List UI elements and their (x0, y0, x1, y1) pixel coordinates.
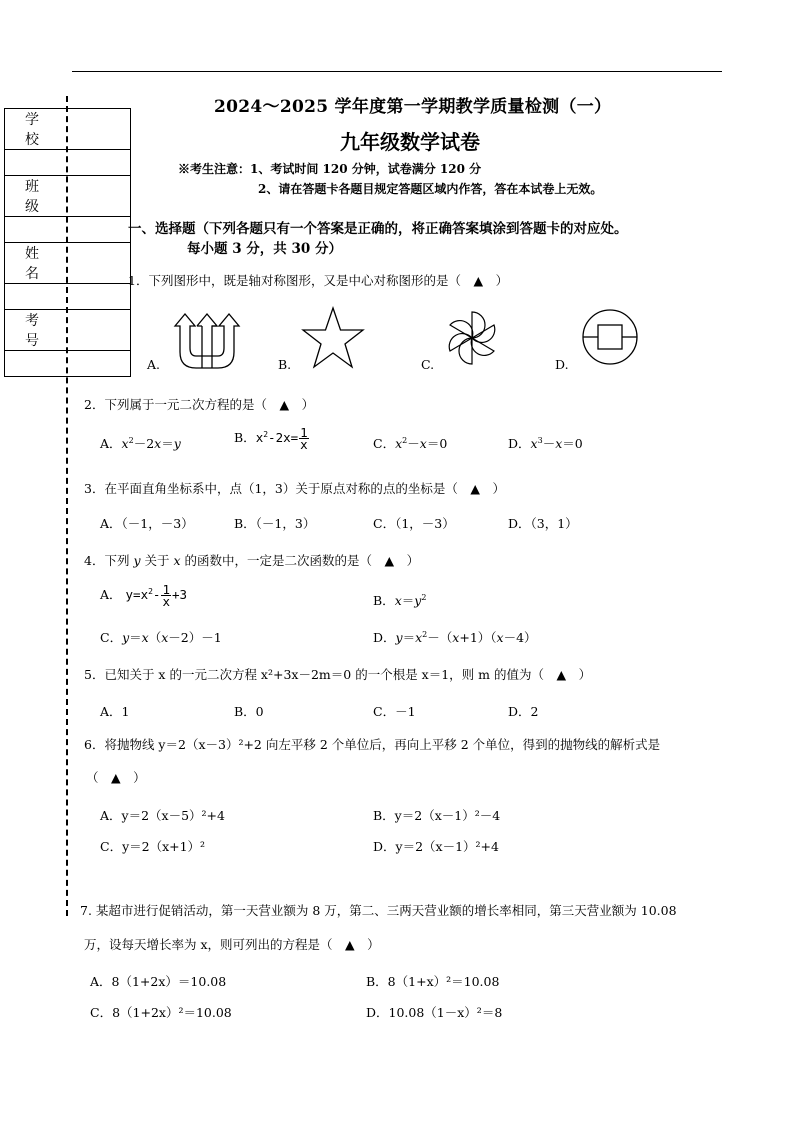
option-d-prefix: D． (508, 436, 531, 451)
option-c-prefix: C． (100, 630, 123, 645)
question-2-option-d[interactable]: D．$x^3-x=0$ (508, 436, 583, 451)
section-heading-2: 每小题 3 分，共 30 分） (187, 241, 342, 257)
page-subtitle: 九年级数学试卷 (340, 130, 480, 154)
question-5-option-d[interactable]: D．2 (508, 704, 539, 719)
question-1-label-c[interactable]: C. (421, 357, 435, 372)
name-label: 姓 名 (5, 243, 131, 284)
stem-part: 关于 (140, 553, 174, 568)
question-1-stem: 1．下列图形中，既是轴对称图形，又是中心对称图形的是（ ▲ ） (128, 273, 509, 288)
question-1-label-d[interactable]: D. (555, 357, 569, 372)
question-3-option-a[interactable]: A．（－1，－3） (100, 516, 194, 531)
question-6-option-a[interactable]: A．y＝2（x－5）²+4 (100, 808, 225, 823)
stem-var-y: y (133, 553, 141, 568)
question-5-option-a[interactable]: A．1 (100, 704, 130, 719)
arrows-figure-a (168, 312, 246, 372)
question-1-label-b[interactable]: B. (278, 357, 292, 372)
school-label: 学 校 (5, 109, 131, 150)
question-7-option-a[interactable]: A．8（1+2x）＝10.08 (90, 974, 227, 989)
question-2-option-b[interactable]: B．$x^2-2x=$ $\frac{1}{x}$ (234, 425, 308, 452)
page-title: 2024～2025 学年度第一学期教学质量检测（一） (214, 97, 612, 117)
question-4-option-b[interactable]: B．$x=y^2$ (373, 593, 427, 608)
question-5-option-c[interactable]: C．－1 (373, 704, 416, 719)
question-5-option-b[interactable]: B．0 (234, 704, 264, 719)
option-b-prefix: B． (373, 593, 395, 608)
star-figure-b (300, 306, 366, 370)
option-d-prefix: D． (373, 630, 396, 645)
class-field[interactable] (5, 217, 131, 243)
name-field[interactable] (5, 284, 131, 310)
option-b-prefix: B． (234, 430, 256, 445)
option-a-prefix: A． (100, 587, 122, 602)
question-3-option-c[interactable]: C．（1，－3） (373, 516, 455, 531)
question-3-stem: 3．在平面直角坐标系中，点（1，3）关于原点对称的点的坐标是（ ▲ ） (84, 481, 505, 496)
option-c-prefix: C． (373, 436, 396, 451)
question-3-option-b[interactable]: B．（－1，3） (234, 516, 316, 531)
exam-number-label: 考 号 (5, 310, 131, 351)
pinwheel-figure-c (444, 308, 500, 368)
question-2-stem: 2．下列属于一元二次方程的是（ ▲ ） (84, 397, 315, 412)
option-a-prefix: A． (100, 436, 122, 451)
notice-line-1: ※考生注意：1、考试时间 120 分钟，试卷满分 120 分 (178, 162, 482, 176)
question-6-stem: 6．将抛物线 y＝2（x－3）²+2 向左平移 2 个单位后，再向上平移 2 个单位，得到的抛物线的解析式是 (84, 737, 661, 752)
question-7-option-b[interactable]: B．8（1+x）²＝10.08 (366, 974, 500, 989)
stem-part: 的函数中，一定是二次函数的是（ ▲ ） (180, 553, 420, 568)
question-3-option-d[interactable]: D．（3，1） (508, 516, 578, 531)
coin-figure-d (580, 306, 640, 368)
exam-number-field[interactable] (5, 351, 131, 377)
question-5-stem: 5．已知关于 x 的一元二次方程 x²+3x－2m＝0 的一个根是 x＝1，则 m 的值为（ ▲ ） (84, 667, 592, 682)
question-6-option-b[interactable]: B．y＝2（x－1）²－4 (373, 808, 501, 823)
question-4-option-a[interactable]: A． $y=x^2-$ $\frac{1}{x}$ +3 (100, 582, 188, 609)
question-6-option-d[interactable]: D．y＝2（x－1）²+4 (373, 839, 499, 854)
notice-line-2: 2、请在答题卡各题目规定答题区域内作答，答在本试卷上无效。 (258, 182, 603, 196)
question-4-option-c[interactable]: C．y＝x（x－2）－1 (100, 630, 222, 645)
question-1-label-a[interactable]: A. (147, 357, 161, 372)
student-info-table (4, 108, 131, 377)
class-label: 班 级 (5, 176, 131, 217)
section-heading: 一、选择题（下列各题只有一个答案是正确的，将正确答案填涂到答题卡的对应处。 (128, 221, 628, 237)
question-6-option-c[interactable]: C．y＝2（x+1）² (100, 839, 206, 854)
header-rule (72, 71, 722, 72)
stem-var-x: x (173, 553, 181, 568)
question-2-option-c[interactable]: C．$x^2-x=0$ (373, 436, 448, 451)
question-4-option-d[interactable]: D．$y=x^2-(x+1)(x-4)$ (373, 630, 537, 645)
stem-part: 4．下列 (84, 553, 134, 568)
question-4-stem (84, 551, 419, 569)
question-7-stem-2: 万，设每天增长率为 x，则可列出的方程是（ ▲ ） (84, 937, 380, 952)
school-field[interactable] (5, 150, 131, 176)
question-2-option-a[interactable]: A．$x^2-2x=y$ (100, 436, 181, 451)
question-6-stem-2: （ ▲ ） (86, 770, 146, 785)
question-7-option-c[interactable]: C．8（1+2x）²＝10.08 (90, 1005, 232, 1020)
question-7-option-d[interactable]: D．10.08（1－x）²＝8 (366, 1005, 503, 1020)
question-7-stem: 7. 某超市进行促销活动，第一天营业额为 8 万，第二、三两天营业额的增长率相同，第三天营业额为 10.08 (80, 903, 677, 918)
